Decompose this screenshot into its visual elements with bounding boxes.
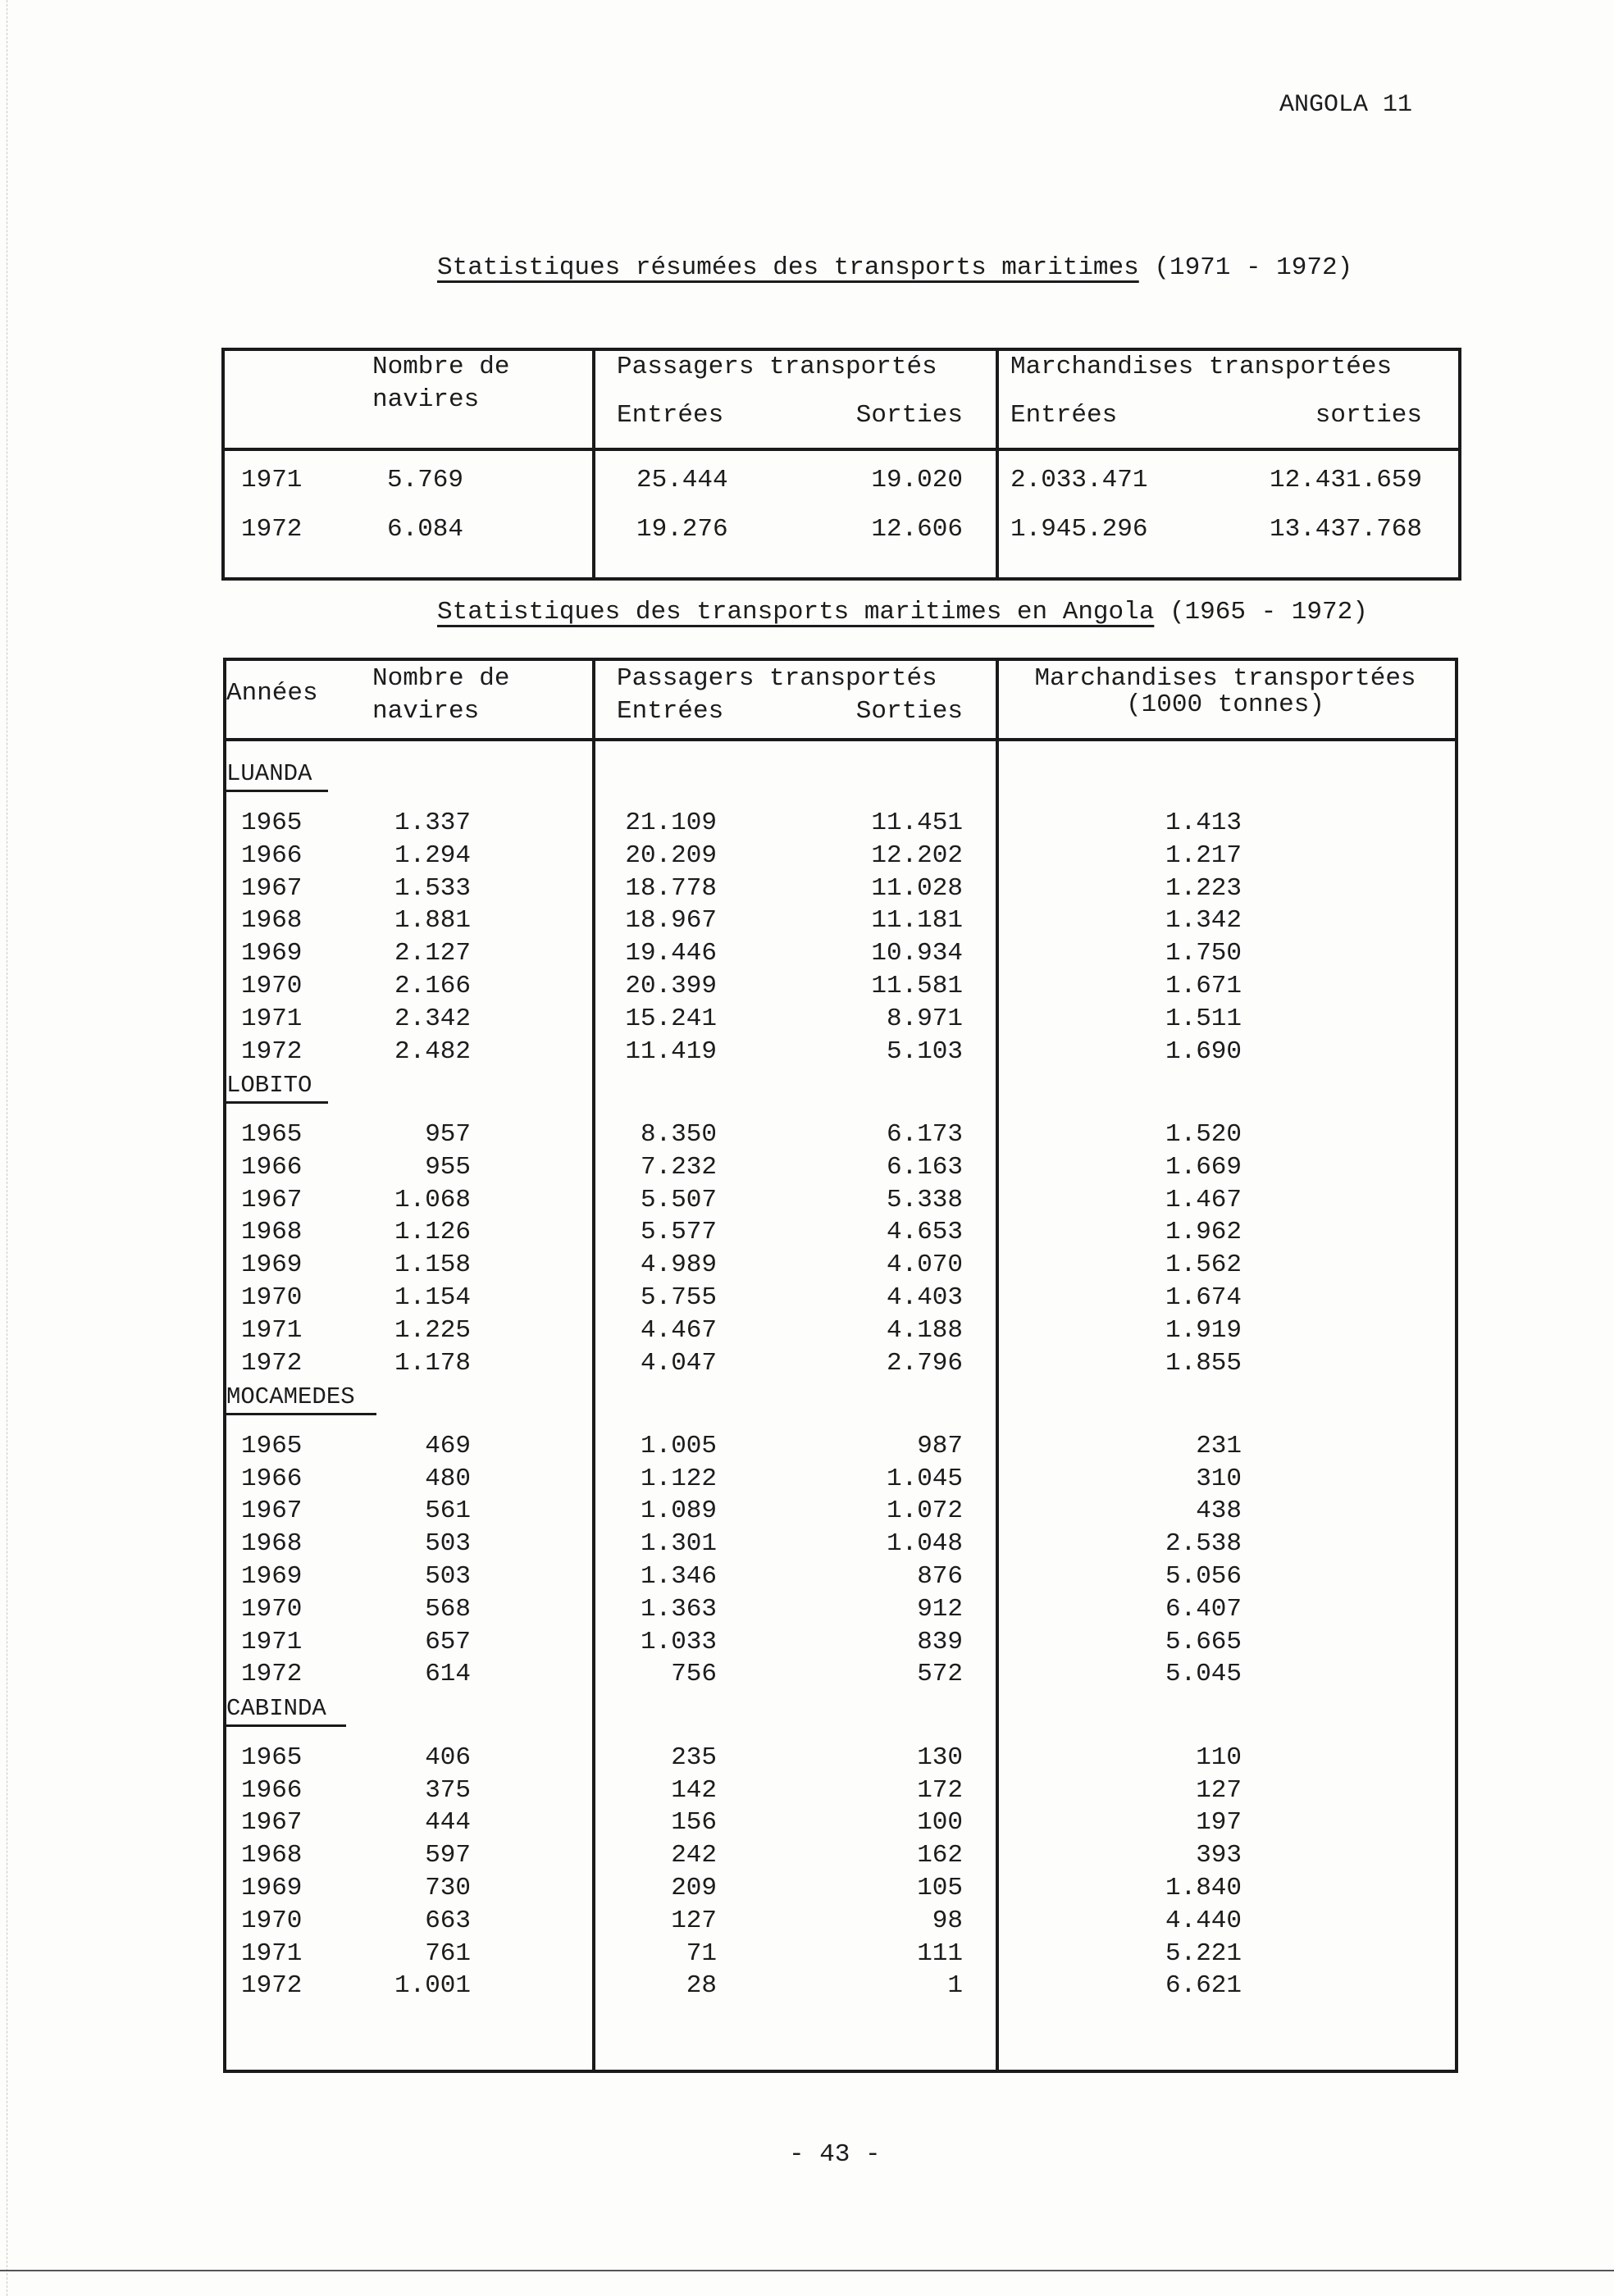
ships-cell: 444 [425, 1808, 471, 1838]
ships-cell: 730 [425, 1873, 471, 1902]
goods-cell: 393 [1196, 1841, 1242, 1870]
pass-in-cell: 18.778 [625, 873, 717, 903]
year-cell: 1968 [241, 906, 303, 936]
ships-cell: 1.126 [394, 1218, 471, 1247]
year-cell: 1972 [241, 1971, 303, 2001]
year-cell: 1971 [241, 1315, 303, 1345]
ships-cell: 5.769 [387, 466, 464, 494]
ships-cell: 2.166 [394, 972, 471, 1000]
pass-out-cell: 5.103 [886, 1036, 963, 1066]
pass-in-cell: 242 [671, 1841, 717, 1870]
pass-in-cell: 235 [671, 1742, 717, 1772]
pass-in-cell: 28 [686, 1971, 717, 2001]
goods-cell: 1.511 [1165, 1004, 1242, 1033]
port-heading: LOBITO [226, 1071, 312, 1099]
year-cell: 1968 [241, 1218, 303, 1247]
summary-col-passengers: Passagers transportés [617, 353, 937, 381]
pass-out-cell: 8.971 [886, 1004, 963, 1033]
table-row [0, 1626, 1614, 1659]
goods-cell: 1.855 [1165, 1348, 1242, 1378]
table-row [0, 904, 1614, 937]
pass-out-cell: 111 [917, 1938, 963, 1968]
pass-in-cell: 5.577 [640, 1218, 717, 1247]
pass-out-cell: 6.163 [886, 1152, 963, 1182]
table-row [0, 1216, 1614, 1249]
goods-cell: 231 [1196, 1431, 1242, 1460]
year-cell: 1971 [241, 1627, 303, 1656]
pass-out-cell: 5.338 [886, 1185, 963, 1214]
goods-cell: 1.413 [1165, 809, 1242, 837]
pass-out-cell: 172 [917, 1775, 963, 1805]
table-row [0, 1839, 1614, 1872]
table-row [0, 1151, 1614, 1184]
ships-cell: 503 [425, 1562, 471, 1591]
summary-title-text: Statistiques résumées des transports maritimes [437, 253, 1139, 282]
detail-period: (1965 - 1972) [1169, 598, 1368, 626]
detail-col-passengers: Passagers transportés [617, 664, 937, 693]
ships-cell: 1.533 [394, 873, 471, 903]
summary-row [0, 513, 1614, 546]
detail-col-ships-l1: Nombre de [372, 664, 510, 693]
pass-out-cell: 11.581 [871, 972, 963, 1000]
table-row [0, 1347, 1614, 1380]
goods-cell: 1.217 [1165, 840, 1242, 870]
pass-in-cell: 25.444 [636, 466, 728, 494]
goods-out-cell: 12.431.659 [1269, 466, 1422, 494]
goods-in-cell: 1.945.296 [1010, 515, 1148, 544]
pass-out-cell: 130 [917, 1742, 963, 1772]
table-row [0, 1249, 1614, 1282]
pass-in-cell: 5.755 [640, 1282, 717, 1312]
goods-cell: 4.440 [1165, 1906, 1242, 1935]
table-row [0, 1905, 1614, 1938]
table-row [0, 840, 1614, 872]
goods-cell: 1.671 [1165, 972, 1242, 1000]
pass-in-cell: 8.350 [640, 1119, 717, 1149]
pass-in-cell: 4.047 [640, 1348, 717, 1378]
summary-period: (1971 - 1972) [1154, 253, 1353, 282]
ships-cell: 1.881 [394, 906, 471, 936]
pass-out-cell: 12.202 [871, 840, 963, 870]
port-heading: CABINDA [226, 1694, 326, 1722]
goods-cell: 1.562 [1165, 1250, 1242, 1280]
year-cell: 1967 [241, 1496, 303, 1526]
year-cell: 1969 [241, 1562, 303, 1591]
year-cell: 1967 [241, 1808, 303, 1838]
port-heading-underline [226, 1413, 376, 1415]
goods-cell: 197 [1196, 1808, 1242, 1838]
detail-col-goods-unit: (1000 tonnes) [1126, 690, 1324, 719]
ships-cell: 406 [425, 1742, 471, 1772]
table-row [0, 872, 1614, 905]
table-row [0, 1282, 1614, 1314]
ships-cell: 663 [425, 1906, 471, 1935]
year-cell: 1970 [241, 1282, 303, 1312]
goods-cell: 1.840 [1165, 1873, 1242, 1902]
pass-out-cell: 19.020 [871, 466, 963, 494]
port-heading-underline [226, 790, 328, 792]
year-cell: 1968 [241, 1841, 303, 1870]
goods-cell: 1.669 [1165, 1152, 1242, 1182]
pass-out-cell: 1.048 [886, 1529, 963, 1559]
detail-col-years: Années [226, 679, 318, 708]
year-cell: 1966 [241, 1152, 303, 1182]
page-number: - 43 - [789, 2140, 881, 2169]
ships-cell: 955 [425, 1152, 471, 1182]
goods-cell: 110 [1196, 1742, 1242, 1772]
ships-cell: 6.084 [387, 515, 464, 544]
pass-out-cell: 162 [917, 1841, 963, 1870]
year-cell: 1970 [241, 1594, 303, 1624]
pass-in-cell: 1.089 [640, 1496, 717, 1526]
goods-cell: 1.674 [1165, 1282, 1242, 1312]
goods-cell: 1.520 [1165, 1119, 1242, 1149]
pass-out-cell: 839 [917, 1627, 963, 1656]
pass-in-cell: 156 [671, 1808, 717, 1838]
pass-in-cell: 1.033 [640, 1627, 717, 1656]
port-heading-underline [226, 1724, 346, 1727]
pass-out-cell: 1.072 [886, 1496, 963, 1526]
ships-cell: 2.127 [394, 939, 471, 968]
ships-cell: 1.337 [394, 809, 471, 837]
table-row [0, 1774, 1614, 1807]
table-row [0, 1003, 1614, 1036]
ships-cell: 1.294 [394, 840, 471, 870]
goods-cell: 5.221 [1165, 1938, 1242, 1968]
summary-sub-in: Entrées [617, 401, 724, 430]
table-row [0, 807, 1614, 840]
pass-out-cell: 1.045 [886, 1464, 963, 1493]
goods-cell: 5.045 [1165, 1660, 1242, 1689]
year-cell: 1966 [241, 1775, 303, 1805]
year-cell: 1972 [241, 1036, 303, 1066]
pass-in-cell: 209 [671, 1873, 717, 1902]
table-row [0, 1872, 1614, 1905]
summary-col-ships-l1: Nombre de [372, 353, 510, 381]
table-row [0, 1036, 1614, 1068]
pass-out-cell: 105 [917, 1873, 963, 1902]
ships-cell: 561 [425, 1496, 471, 1526]
pass-out-cell: 6.173 [886, 1119, 963, 1149]
goods-cell: 5.056 [1165, 1562, 1242, 1591]
ships-cell: 2.482 [394, 1036, 471, 1066]
summary-sub-out-goods: sorties [1315, 401, 1422, 430]
detail-sub-in: Entrées [617, 697, 724, 726]
port-heading: LUANDA [226, 760, 312, 787]
pass-in-cell: 5.507 [640, 1185, 717, 1214]
year-cell: 1970 [241, 972, 303, 1000]
goods-cell: 1.919 [1165, 1315, 1242, 1345]
pass-in-cell: 20.209 [625, 840, 717, 870]
ships-cell: 375 [425, 1775, 471, 1805]
page-label: ANGOLA 11 [1279, 91, 1413, 119]
pass-out-cell: 100 [917, 1808, 963, 1838]
year-cell: 1969 [241, 1873, 303, 1902]
goods-cell: 1.467 [1165, 1185, 1242, 1214]
year-cell: 1966 [241, 1464, 303, 1493]
pass-in-cell: 1.301 [640, 1529, 717, 1559]
summary-row [0, 464, 1614, 497]
pass-out-cell: 11.181 [871, 906, 963, 936]
ships-cell: 1.001 [394, 1971, 471, 2001]
pass-in-cell: 142 [671, 1775, 717, 1805]
pass-out-cell: 876 [917, 1562, 963, 1591]
pass-out-cell: 11.451 [871, 809, 963, 837]
ships-cell: 1.068 [394, 1185, 471, 1214]
table-row [0, 1430, 1614, 1463]
year-cell: 1968 [241, 1529, 303, 1559]
pass-out-cell: 1 [947, 1971, 963, 2001]
pass-out-cell: 912 [917, 1594, 963, 1624]
goods-cell: 1.750 [1165, 939, 1242, 968]
pass-in-cell: 18.967 [625, 906, 717, 936]
year-cell: 1965 [241, 1742, 303, 1772]
ships-cell: 597 [425, 1841, 471, 1870]
year-cell: 1967 [241, 873, 303, 903]
pass-out-cell: 11.028 [871, 873, 963, 903]
pass-out-cell: 4.653 [886, 1218, 963, 1247]
pass-out-cell: 12.606 [871, 515, 963, 544]
table-row [0, 1314, 1614, 1347]
pass-in-cell: 19.276 [636, 515, 728, 544]
year-cell: 1966 [241, 840, 303, 870]
pass-in-cell: 1.005 [640, 1431, 717, 1460]
year-cell: 1972 [241, 1348, 303, 1378]
detail-sub-out: Sorties [855, 697, 963, 726]
ships-cell: 761 [425, 1938, 471, 1968]
pass-out-cell: 2.796 [886, 1348, 963, 1378]
ships-cell: 2.342 [394, 1004, 471, 1033]
table-row [0, 937, 1614, 970]
year-cell: 1965 [241, 1119, 303, 1149]
pass-in-cell: 19.446 [625, 939, 717, 968]
table-row [0, 1528, 1614, 1560]
pass-in-cell: 756 [671, 1660, 717, 1689]
ships-cell: 503 [425, 1529, 471, 1559]
year-cell: 1969 [241, 939, 303, 968]
table-row [0, 1495, 1614, 1528]
table-row [0, 1658, 1614, 1691]
year-cell: 1967 [241, 1185, 303, 1214]
summary-sub-out: Sorties [855, 401, 963, 430]
ships-cell: 480 [425, 1464, 471, 1493]
pass-out-cell: 98 [932, 1906, 963, 1935]
port-heading: MOCAMEDES [226, 1383, 355, 1410]
ships-cell: 1.154 [394, 1282, 471, 1312]
detail-col-goods: Marchandises transportées [1034, 664, 1416, 693]
goods-cell: 5.665 [1165, 1627, 1242, 1656]
table-row [0, 1463, 1614, 1496]
pass-out-cell: 4.070 [886, 1250, 963, 1280]
pass-out-cell: 10.934 [871, 939, 963, 968]
summary-header-rule [221, 448, 1458, 451]
table-row [0, 1118, 1614, 1151]
year-cell: 1971 [241, 1938, 303, 1968]
ships-cell: 1.158 [394, 1250, 471, 1280]
year-cell: 1969 [241, 1250, 303, 1280]
goods-cell: 310 [1196, 1464, 1242, 1493]
table-row [0, 1970, 1614, 2002]
ships-cell: 614 [425, 1660, 471, 1689]
detail-title-text: Statistiques des transports maritimes en Angola [437, 598, 1155, 626]
pass-in-cell: 1.346 [640, 1562, 717, 1591]
pass-in-cell: 4.989 [640, 1250, 717, 1280]
pass-in-cell: 71 [686, 1938, 717, 1968]
table-row [0, 1184, 1614, 1217]
year-cell: 1972 [241, 1660, 303, 1689]
ships-cell: 657 [425, 1627, 471, 1656]
detail-header-rule [223, 738, 1455, 741]
year-cell: 1965 [241, 809, 303, 837]
goods-cell: 1.690 [1165, 1036, 1242, 1066]
year-cell: 1971 [241, 1004, 303, 1033]
table-row [0, 1560, 1614, 1593]
pass-out-cell: 987 [917, 1431, 963, 1460]
ships-cell: 469 [425, 1431, 471, 1460]
pass-out-cell: 4.188 [886, 1315, 963, 1345]
summary-title [437, 252, 1352, 285]
year-cell: 1965 [241, 1431, 303, 1460]
summary-col-goods: Marchandises transportées [1010, 353, 1393, 381]
goods-in-cell: 2.033.471 [1010, 466, 1148, 494]
detail-col-ships-l2: navires [372, 697, 480, 726]
goods-out-cell: 13.437.768 [1269, 515, 1422, 544]
table-row [0, 1938, 1614, 1970]
goods-cell: 1.962 [1165, 1218, 1242, 1247]
year-cell: 1972 [241, 515, 303, 544]
goods-cell: 1.342 [1165, 906, 1242, 936]
pass-in-cell: 7.232 [640, 1152, 717, 1182]
detail-title [437, 596, 1368, 629]
pass-in-cell: 127 [671, 1906, 717, 1935]
pass-in-cell: 1.363 [640, 1594, 717, 1624]
goods-cell: 6.621 [1165, 1971, 1242, 2001]
table-row [0, 1806, 1614, 1839]
table-row [0, 970, 1614, 1003]
pass-in-cell: 11.419 [625, 1036, 717, 1066]
summary-sub-in-goods: Entrées [1010, 401, 1118, 430]
goods-cell: 127 [1196, 1775, 1242, 1805]
goods-cell: 438 [1196, 1496, 1242, 1526]
goods-cell: 6.407 [1165, 1594, 1242, 1624]
goods-cell: 2.538 [1165, 1529, 1242, 1559]
pass-out-cell: 4.403 [886, 1282, 963, 1312]
port-heading-underline [226, 1101, 328, 1104]
summary-col-ships-l2: navires [372, 385, 480, 414]
table-row [0, 1593, 1614, 1626]
year-cell: 1971 [241, 466, 303, 494]
pass-out-cell: 572 [917, 1660, 963, 1689]
pass-in-cell: 21.109 [625, 809, 717, 837]
pass-in-cell: 15.241 [625, 1004, 717, 1033]
ships-cell: 1.225 [394, 1315, 471, 1345]
bottom-rule [0, 2270, 1614, 2271]
pass-in-cell: 1.122 [640, 1464, 717, 1493]
goods-cell: 1.223 [1165, 873, 1242, 903]
year-cell: 1970 [241, 1906, 303, 1935]
table-row [0, 1742, 1614, 1774]
ships-cell: 1.178 [394, 1348, 471, 1378]
pass-in-cell: 4.467 [640, 1315, 717, 1345]
pass-in-cell: 20.399 [625, 972, 717, 1000]
ships-cell: 568 [425, 1594, 471, 1624]
ships-cell: 957 [425, 1119, 471, 1149]
